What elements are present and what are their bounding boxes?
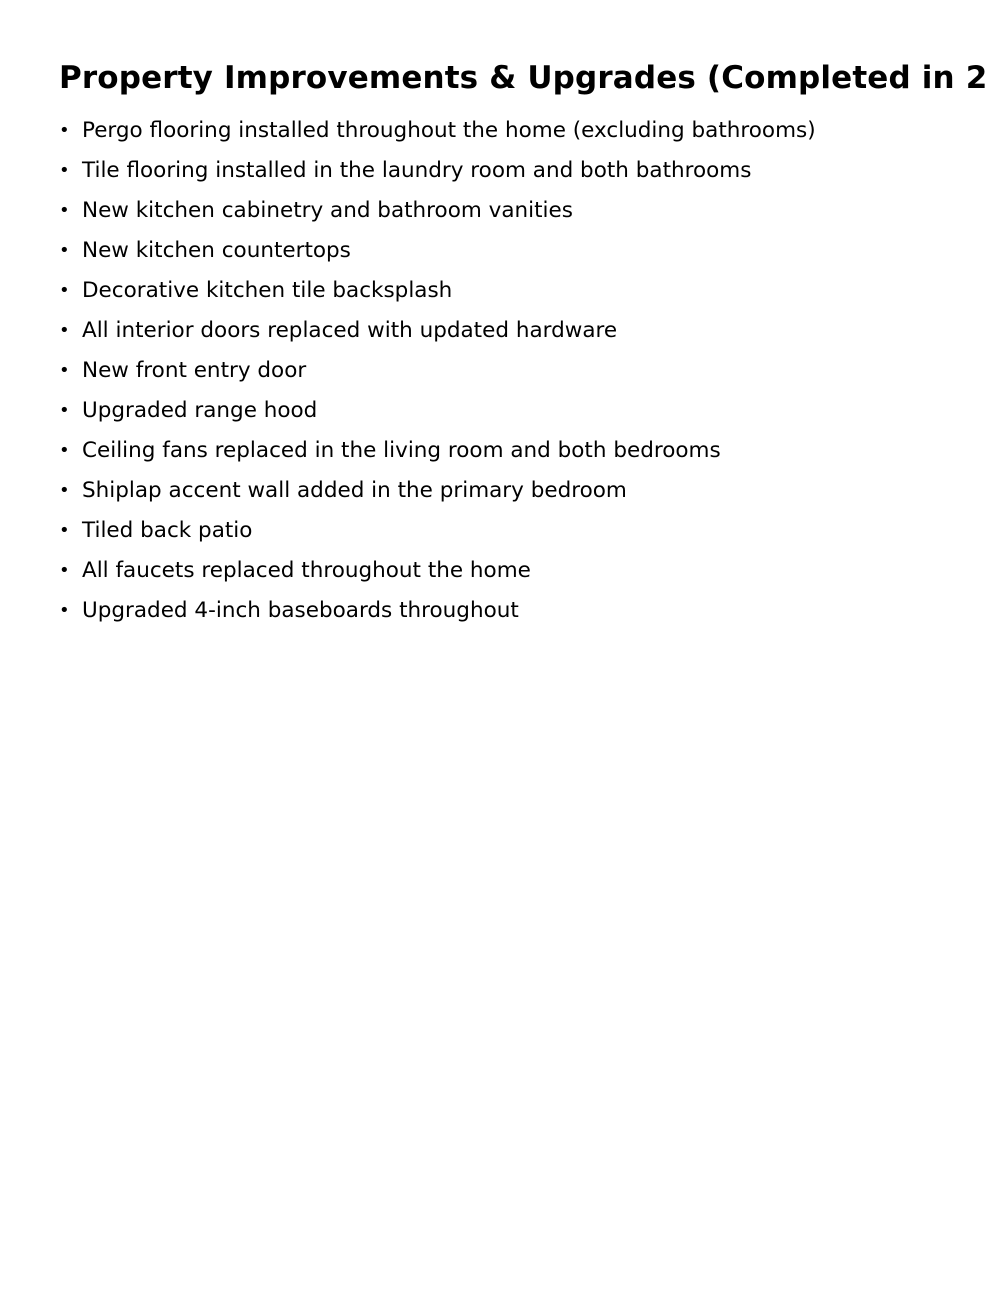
list-item xyxy=(59,511,816,551)
bullet-icon: • xyxy=(59,400,70,421)
list-item-text: Tiled back patio xyxy=(82,518,253,543)
list-item xyxy=(59,551,816,591)
list-item-text: Upgraded 4-inch baseboards throughout xyxy=(82,598,519,623)
list-item-text: All interior doors replaced with updated hardware xyxy=(82,318,618,343)
list-item xyxy=(59,591,816,631)
bullet-icon: • xyxy=(59,520,70,541)
bullet-icon: • xyxy=(59,600,70,621)
list-item xyxy=(59,191,816,231)
list-item-text: Decorative kitchen tile backsplash xyxy=(82,278,453,303)
list-item xyxy=(59,431,816,471)
list-item-text: All faucets replaced throughout the home xyxy=(82,558,531,583)
bullet-icon: • xyxy=(59,440,70,461)
list-item xyxy=(59,151,816,191)
list-item-text: New kitchen cabinetry and bathroom vanities xyxy=(82,198,573,223)
list-item xyxy=(59,311,816,351)
bullet-icon: • xyxy=(59,560,70,581)
improvements-list xyxy=(59,111,816,631)
bullet-icon: • xyxy=(59,120,70,141)
list-item-text: Shiplap accent wall added in the primary bedroom xyxy=(82,478,627,503)
list-item-text: Ceiling fans replaced in the living room and both bedrooms xyxy=(82,438,721,463)
list-item xyxy=(59,351,816,391)
list-item-text: Pergo flooring installed throughout the home (excluding bathrooms) xyxy=(82,118,816,143)
list-item xyxy=(59,111,816,151)
list-item xyxy=(59,471,816,511)
bullet-icon: • xyxy=(59,240,70,261)
bullet-icon: • xyxy=(59,280,70,301)
page-title: Property Improvements & Upgrades (Completed in 2 xyxy=(59,60,988,96)
list-item-text: New front entry door xyxy=(82,358,307,383)
list-item-text: New kitchen countertops xyxy=(82,238,351,263)
bullet-icon: • xyxy=(59,320,70,341)
bullet-icon: • xyxy=(59,480,70,501)
list-item-text: Upgraded range hood xyxy=(82,398,318,423)
list-item xyxy=(59,271,816,311)
list-item-text: Tile flooring installed in the laundry room and both bathrooms xyxy=(82,158,752,183)
list-item xyxy=(59,231,816,271)
bullet-icon: • xyxy=(59,200,70,221)
bullet-icon: • xyxy=(59,360,70,381)
list-item xyxy=(59,391,816,431)
bullet-icon: • xyxy=(59,160,70,181)
